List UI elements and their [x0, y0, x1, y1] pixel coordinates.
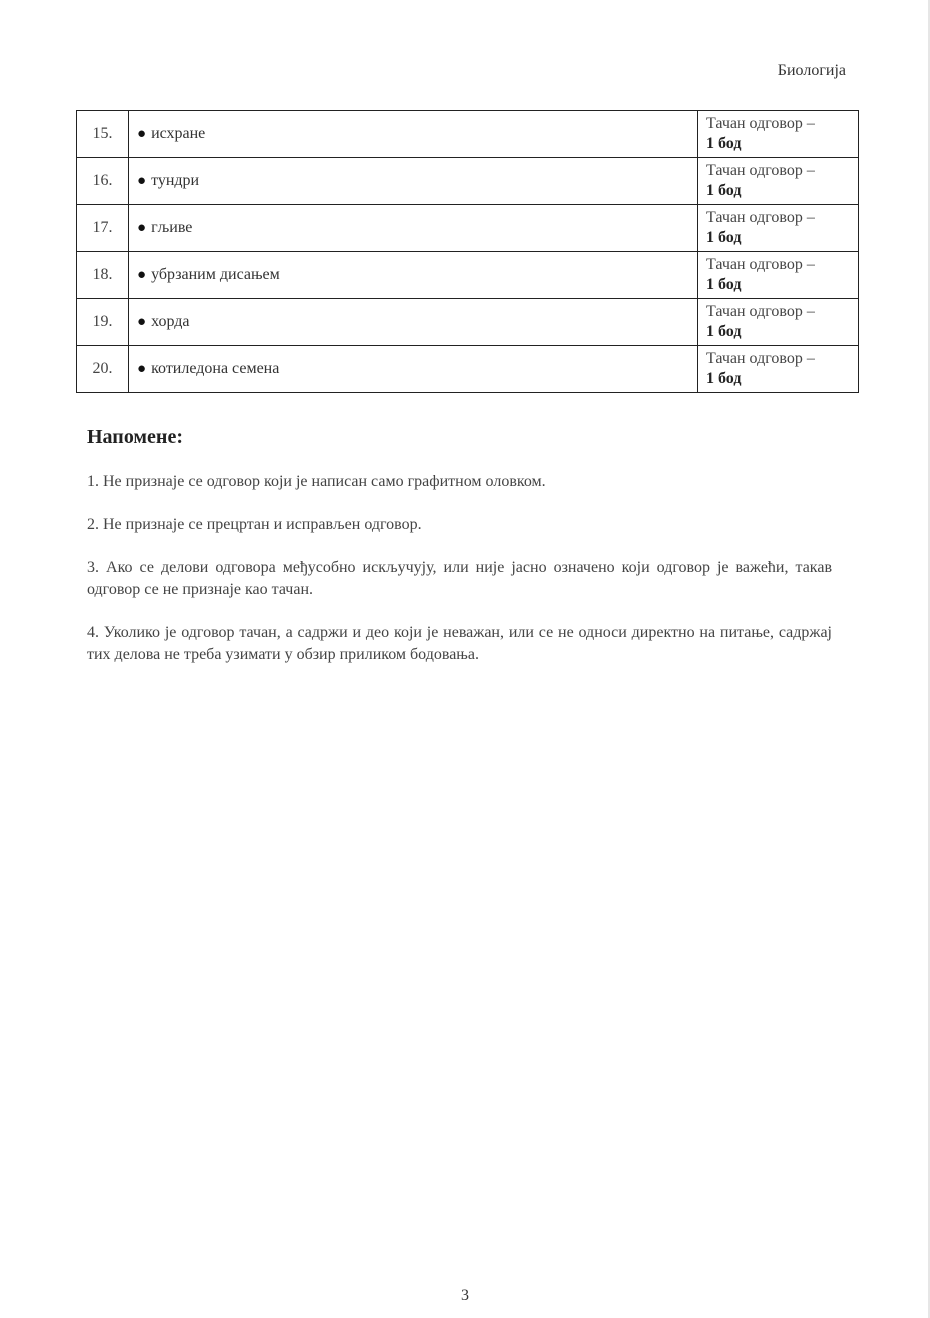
answer-cell	[129, 299, 698, 346]
answer-key-table	[76, 110, 859, 393]
answer-cell	[129, 158, 698, 205]
score-cell	[698, 205, 859, 252]
table-row	[77, 205, 859, 252]
bullet-icon: ●	[137, 267, 147, 283]
score-label: Тачан одговор –	[706, 209, 815, 226]
question-number: 17.	[77, 205, 129, 252]
notes-section	[87, 426, 832, 687]
answer-cell	[129, 111, 698, 158]
score-cell	[698, 346, 859, 393]
notes-title: Напомене:	[87, 426, 183, 448]
answer-text: убрзаним дисањем	[151, 266, 280, 283]
score-label: Тачан одговор –	[706, 115, 815, 132]
score-label: Тачан одговор –	[706, 162, 815, 179]
answer-text: гљиве	[151, 219, 193, 236]
answer-text: тундри	[151, 172, 200, 189]
table-row	[77, 346, 859, 393]
score-cell	[698, 111, 859, 158]
answer-text: хорда	[151, 313, 190, 330]
bullet-icon: ●	[137, 314, 147, 330]
answer-text: исхране	[151, 125, 206, 142]
answer-cell	[129, 346, 698, 393]
score-label: Тачан одговор –	[706, 256, 815, 273]
bullet-icon: ●	[137, 173, 147, 189]
score-cell	[698, 158, 859, 205]
answer-cell	[129, 205, 698, 252]
score-points: 1 бод	[706, 276, 742, 293]
question-number: 20.	[77, 346, 129, 393]
score-points: 1 бод	[706, 370, 742, 387]
question-number: 16.	[77, 158, 129, 205]
score-cell	[698, 252, 859, 299]
note-item: 3. Ако се делови одговора међусобно искључују, или није јасно означено који одговор је важећи, такав одговор се не признаје као тачан.	[87, 559, 832, 598]
note-item: 4. Уколико је одговор тачан, а садржи и део који је неважан, или се не односи директно на питање, садржај тих делова не треба узимати у обзир приликом бодовања.	[87, 624, 832, 663]
table-row	[77, 158, 859, 205]
note-item: 1. Не признаје се одговор који је написан само графитном оловком.	[87, 473, 546, 490]
table-row	[77, 299, 859, 346]
question-number: 19.	[77, 299, 129, 346]
score-label: Тачан одговор –	[706, 350, 815, 367]
table-row	[77, 111, 859, 158]
subject-header: Биологија	[777, 62, 846, 79]
answer-text: котиледона семена	[151, 360, 280, 377]
bullet-icon: ●	[137, 361, 147, 377]
score-points: 1 бод	[706, 229, 742, 246]
question-number: 18.	[77, 252, 129, 299]
bullet-icon: ●	[137, 220, 147, 236]
question-number: 15.	[77, 111, 129, 158]
table-row	[77, 252, 859, 299]
page-number: 3	[461, 1287, 469, 1304]
bullet-icon: ●	[137, 126, 147, 142]
score-points: 1 бод	[706, 135, 742, 152]
score-label: Тачан одговор –	[706, 303, 815, 320]
score-cell	[698, 299, 859, 346]
score-points: 1 бод	[706, 323, 742, 340]
score-points: 1 бод	[706, 182, 742, 199]
note-item: 2. Не признаје се прецртан и исправљен одговор.	[87, 516, 422, 533]
answer-cell	[129, 252, 698, 299]
